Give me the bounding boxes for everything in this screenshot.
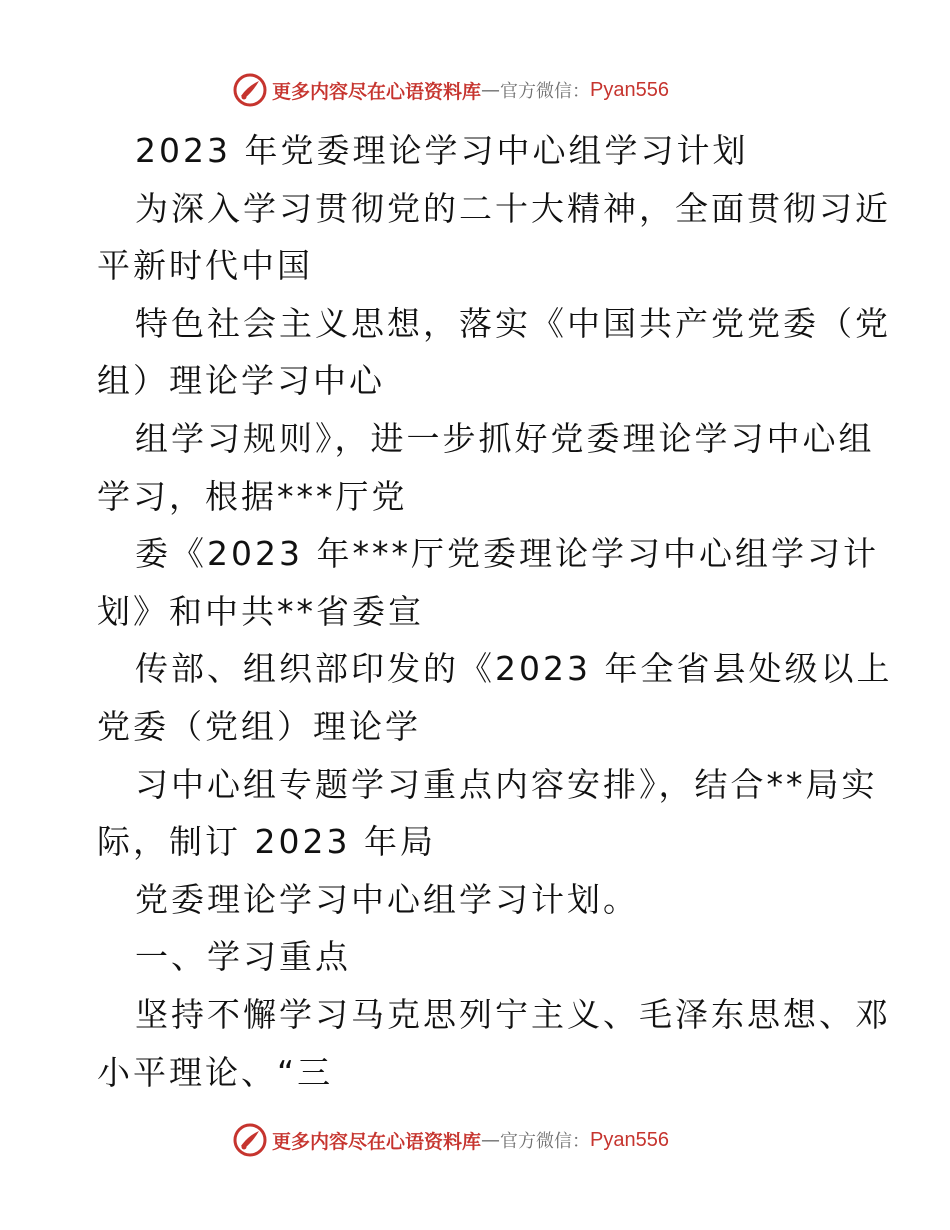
paragraph-line: 特色社会主义思想，落实《中国共产党党委（党 xyxy=(135,303,891,343)
paragraph-line: 组学习规则》，进一步抓好党委理论学习中心组 xyxy=(135,418,875,458)
watermark-wechat-label: 官方微信： xyxy=(500,1131,591,1152)
paragraph-line: 坚持不懈学习马克思列宁主义、毛泽东思想、邓 xyxy=(135,994,891,1034)
watermark-separator: — xyxy=(481,79,501,101)
paragraph-line: 际，制订 2023 年局 xyxy=(97,822,436,862)
watermark-text: 更多内容尽在心语资料库 xyxy=(272,80,482,103)
paragraph-line: 划》和中共**省委宣 xyxy=(97,591,424,631)
paragraph-line: 党委理论学习中心组学习计划。 xyxy=(135,879,639,919)
paragraph-line: 委《2023 年***厅党委理论学习中心组学习计 xyxy=(135,534,879,574)
paragraph-line: 为深入学习贯彻党的二十大精神，全面贯彻习近 xyxy=(135,188,891,228)
header-watermark xyxy=(232,70,669,110)
paragraph-line: 组）理论学习中心 xyxy=(97,361,385,401)
watermark-wechat-label: 官方微信： xyxy=(500,81,591,102)
paragraph-line: 小平理论、“三 xyxy=(97,1052,334,1092)
brush-logo-icon xyxy=(232,72,268,108)
section-heading: 一、学习重点 xyxy=(135,937,351,977)
document-body xyxy=(97,122,893,1101)
watermark-text: 更多内容尽在心语资料库 xyxy=(272,1130,482,1153)
paragraph-line: 传部、组织部印发的《2023 年全省县处级以上 xyxy=(135,649,893,689)
watermark-separator: — xyxy=(481,1129,501,1151)
watermark-wechat-id: Pyan556 xyxy=(590,78,669,101)
paragraph-line: 习中心组专题学习重点内容安排》，结合**局实 xyxy=(135,764,878,804)
footer-watermark xyxy=(232,1120,669,1160)
document-title: 2023 年党委理论学习中心组学习计划 xyxy=(135,131,749,170)
paragraph-line: 党委（党组）理论学 xyxy=(97,706,421,746)
watermark-wechat-id: Pyan556 xyxy=(590,1128,669,1151)
paragraph-line: 平新时代中国 xyxy=(97,246,313,286)
paragraph-line: 学习，根据***厅党 xyxy=(97,476,408,516)
brush-logo-icon xyxy=(232,1122,268,1158)
